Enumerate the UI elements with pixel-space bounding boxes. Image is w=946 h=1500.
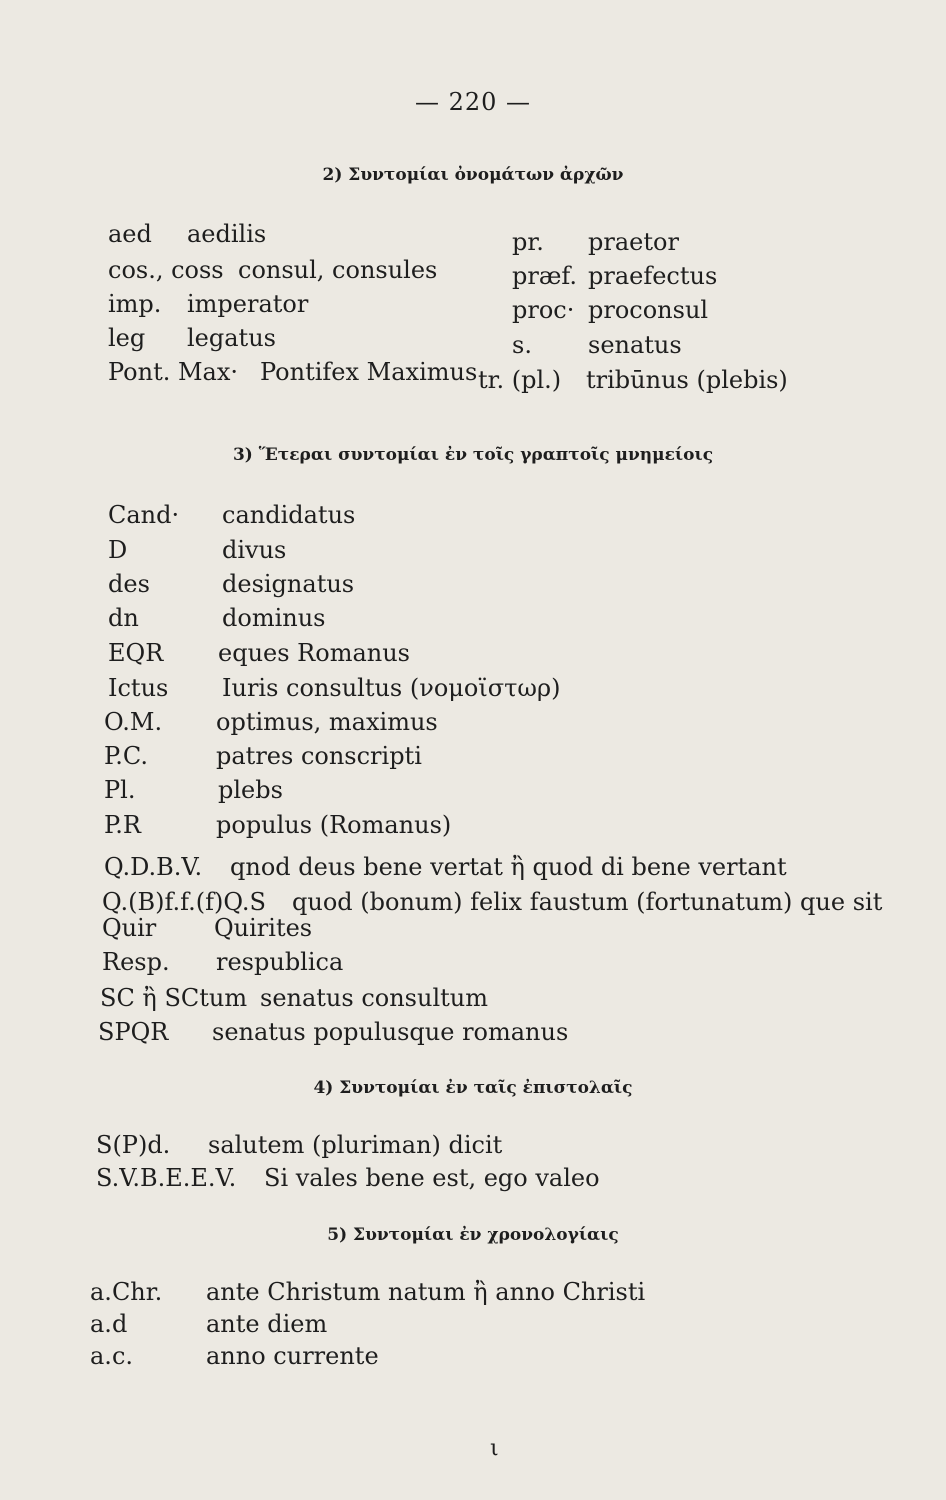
section-heading-letters: 4) Συντομίαι ἐν ταῖς ἐπιστολαῖς: [313, 1078, 633, 1098]
section-heading-offices: 2) Συντομίαι ὀνομάτων ἀρχῶν: [322, 165, 624, 185]
abbreviation: dn: [108, 604, 139, 632]
abbreviation: O.M.: [104, 708, 163, 736]
expansion: populus (Romanus): [216, 811, 452, 839]
expansion: designatus: [222, 570, 355, 598]
abbreviation: P.R: [104, 811, 141, 839]
expansion: dominus: [222, 604, 326, 632]
expansion: senatus consultum: [260, 984, 488, 1012]
page-number: — 220 —: [414, 88, 532, 116]
section-heading-chronology: 5) Συντομίαι ἐν χρονολογίαις: [327, 1225, 619, 1245]
abbreviation: Resp.: [102, 948, 170, 976]
expansion: respublica: [216, 948, 344, 976]
abbreviation: Quir: [102, 914, 157, 942]
abbreviation: S.V.B.E.E.V.: [96, 1164, 237, 1192]
expansion: Quirites: [214, 914, 313, 942]
expansion: Si vales bene est, ego valeo: [264, 1164, 600, 1192]
expansion: salutem (pluriman) dicit: [208, 1131, 503, 1159]
expansion: imperator: [187, 290, 309, 318]
expansion: candidatus: [222, 501, 356, 529]
abbreviation: leg: [108, 324, 146, 352]
abbreviation: a.c.: [90, 1342, 134, 1370]
expansion: divus: [222, 536, 287, 564]
abbreviation: Cand·: [108, 501, 180, 529]
expansion: qnod deus bene vertat ἢ quod di bene vertant: [230, 853, 787, 881]
expansion: consul, consules: [238, 256, 438, 284]
expansion: anno currente: [206, 1342, 379, 1370]
expansion: senatus populusque romanus: [212, 1018, 569, 1046]
abbreviation: EQR: [108, 639, 164, 667]
abbreviation: pr.: [512, 228, 544, 256]
abbreviation: cos., coss: [108, 256, 224, 284]
expansion: tribūnus (plebis): [586, 366, 788, 394]
abbreviation: SC ἢ SCtum: [100, 984, 248, 1012]
expansion: eques Romanus: [218, 639, 410, 667]
abbreviation: Pont. Max·: [108, 358, 239, 386]
abbreviation: D: [108, 536, 128, 564]
abbreviation: SPQR: [98, 1018, 169, 1046]
footer-mark: ι: [490, 1436, 499, 1461]
expansion: ante Christum natum ἢ anno Christi: [206, 1278, 646, 1306]
abbreviation: tr. (pl.): [478, 366, 562, 394]
expansion: proconsul: [588, 296, 709, 324]
abbreviation: a.d: [90, 1310, 128, 1338]
abbreviation: Ictus: [108, 674, 169, 702]
abbreviation: a.Chr.: [90, 1278, 163, 1306]
abbreviation: Q.(B)f.f.(f)Q.S: [102, 888, 266, 916]
expansion: Pontifex Maximus: [260, 358, 478, 386]
abbreviation: Q.D.B.V.: [104, 853, 203, 881]
expansion: aedilis: [187, 220, 267, 248]
expansion: praefectus: [588, 262, 718, 290]
abbreviation: imp.: [108, 290, 162, 318]
abbreviation: præf.: [512, 262, 578, 290]
abbreviation: Pl.: [104, 776, 136, 804]
expansion: senatus: [588, 331, 682, 359]
section-heading-monuments: 3) Ἕτεραι συντομίαι ἐν τοῖς γραπτοῖς μνημείοις: [232, 445, 714, 465]
abbreviation: P.C.: [104, 742, 149, 770]
abbreviation: aed: [108, 220, 152, 248]
abbreviation: s.: [512, 331, 532, 359]
abbreviation: S(P)d.: [96, 1131, 171, 1159]
abbreviation: proc·: [512, 296, 575, 324]
expansion: Iuris consultus (νομοϊστωρ): [222, 674, 561, 702]
expansion: ante diem: [206, 1310, 328, 1338]
expansion: patres conscripti: [216, 742, 422, 770]
expansion: optimus, maximus: [216, 708, 438, 736]
abbreviation: des: [108, 570, 150, 598]
expansion: quod (bonum) felix faustum (fortunatum) que sit: [292, 888, 883, 916]
expansion: plebs: [218, 776, 283, 804]
expansion: praetor: [588, 228, 679, 256]
expansion: legatus: [187, 324, 276, 352]
